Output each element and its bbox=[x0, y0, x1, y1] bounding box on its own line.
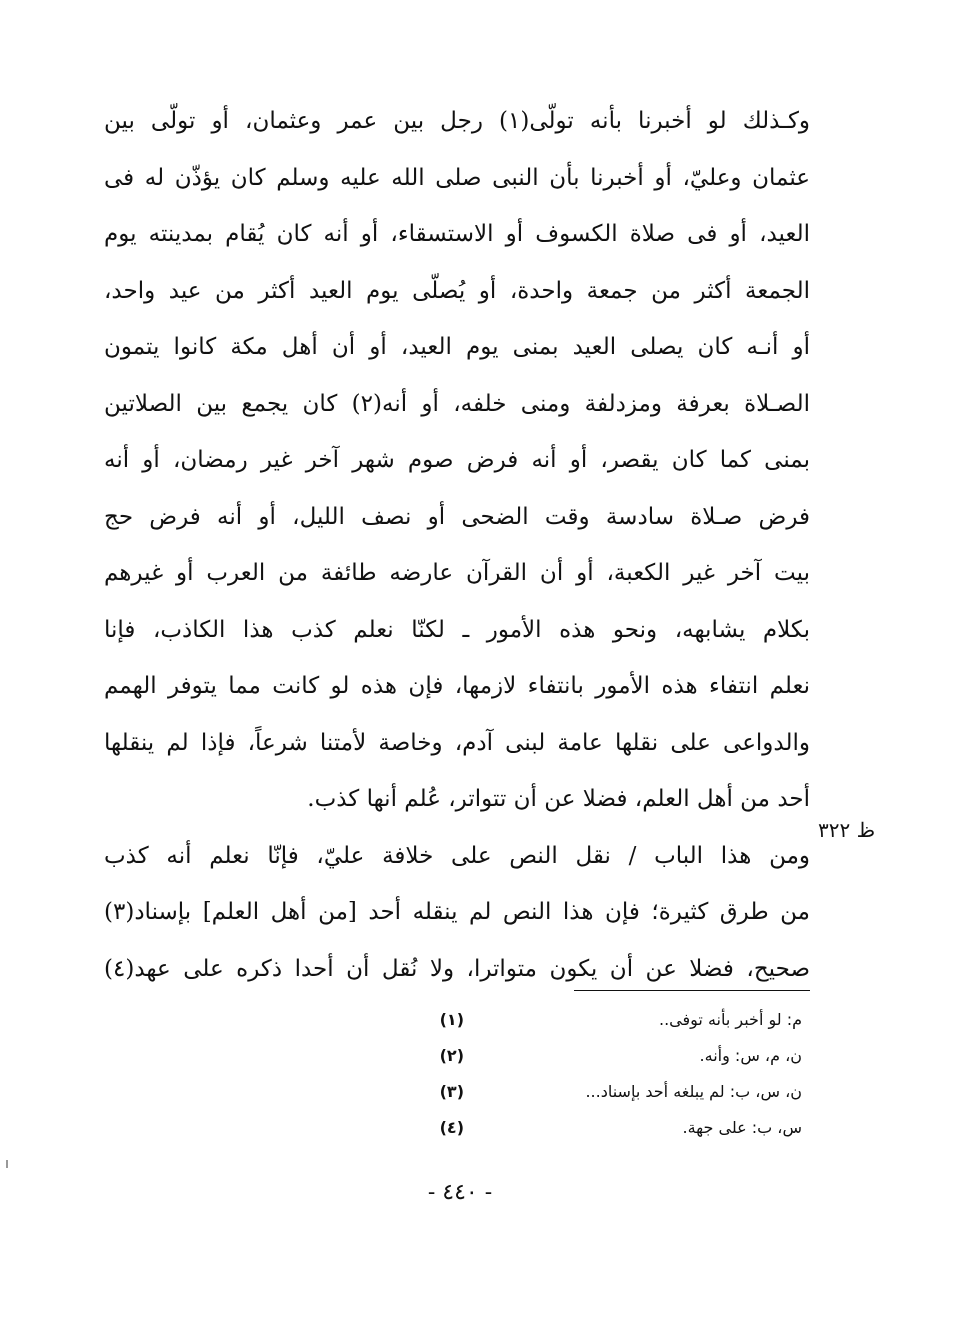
text-line-5: أو أنـه كان يصلى العيد بمنى يوم العيد، أو أن أهل مكة كانوا يتمون bbox=[104, 334, 810, 360]
scan-speck bbox=[6, 1160, 8, 1168]
text-line-11: نعلم انتفاء هذه الأمور بانتفاء لازمها، فإن هذه لو كانت مما يتوفر الهمم bbox=[104, 673, 810, 699]
text-line-10: بكلام يشابهه، ونحو هذه الأمور ـ لكنّا نعلم كذب هذا الكاذب، فإنا bbox=[104, 616, 810, 643]
text-line-8: فرض صـلاة سادسة وقت الضحى أو نصف الليل، أو أنه فرض حج bbox=[104, 503, 810, 530]
footnote-item bbox=[420, 1110, 812, 1146]
footnote-item bbox=[420, 1074, 812, 1110]
text-line-2: عثمان وعليّ، أو أخبرنا بأن النبى صلى الله عليه وسلم كان يؤذّن له فى bbox=[104, 164, 810, 191]
text-line-3: العيد، أو فى صلاة الكسوف أو الاستسقاء، أو أنه كان يُقام بمدينته يوم bbox=[104, 221, 810, 247]
text-line-9: بيت آخر غير الكعبة، أو أن القرآن عارضه طائفة من العرب أو غيرهم bbox=[104, 560, 810, 586]
footnote-text: ن، س، ب: لم يبلغه أحد بإسناد... bbox=[585, 1082, 802, 1101]
text-line-6: الصـلاة بعرفة ومزدلفة ومنى خلفه، أو أنه(٢) كان يجمع بين الصلاتين bbox=[104, 390, 810, 417]
text-line-16: صحيح، فضلا عن أن يكون متواترا، ولا نُقل أن أحدا ذكره على عهد(٤) bbox=[104, 955, 810, 982]
footnote-number: (١) bbox=[439, 1010, 464, 1029]
text-line-12: والدواعى على نقلها عامة لبنى آدم، وخاصة لأمتنا شرعاً، فإذا لم ينقلها bbox=[104, 729, 810, 756]
footnote-item bbox=[420, 1038, 812, 1074]
text-line-14: ومن هذا الباب / نقل النص على خلافة عليّ، فإنّا نعلم أنه كذب bbox=[104, 842, 810, 869]
footnote-text: م: لو أخبر بأنه توفى.. bbox=[658, 1010, 802, 1029]
footnote-text: ن، م، س: وأنه. bbox=[699, 1046, 802, 1065]
main-text-block bbox=[104, 93, 810, 997]
footnotes-section bbox=[420, 1002, 812, 1146]
text-line-13: أحد من أهل العلم، فضلا عن أن تتواتر، عُلم أنها كذب. bbox=[307, 786, 810, 812]
footnote-text: س، ب: على جهة. bbox=[682, 1118, 802, 1137]
text-line-15: من طرق كثيرة؛ فإن هذا النص لم ينقله أحد [من أهل العلم] بإسناد(٣) bbox=[104, 899, 810, 925]
footnote-divider bbox=[574, 990, 810, 991]
footnote-item bbox=[420, 1002, 812, 1038]
margin-page-reference: ظ ٣٢٢ bbox=[818, 818, 876, 842]
footnote-number: (٣) bbox=[439, 1082, 464, 1101]
text-line-7: بمنى كما كان يقصر، أو أنه فرض صوم شهر آخر غير رمضان، أو أنه bbox=[104, 447, 810, 473]
footnote-number: (٢) bbox=[439, 1046, 464, 1065]
footnote-number: (٤) bbox=[439, 1118, 464, 1137]
text-line-1: وكـذلك لو أخبرنا بأنه تولّى(١) رجل بين عمر وعثمان، أو تولّى بين bbox=[104, 108, 810, 134]
page-number: - ٤٤٠ - bbox=[427, 1180, 493, 1205]
text-line-4: الجمعة أكثر من جمعة واحدة، أو يُصلّى يوم العيد أكثر من عيد واحد، bbox=[104, 277, 810, 304]
